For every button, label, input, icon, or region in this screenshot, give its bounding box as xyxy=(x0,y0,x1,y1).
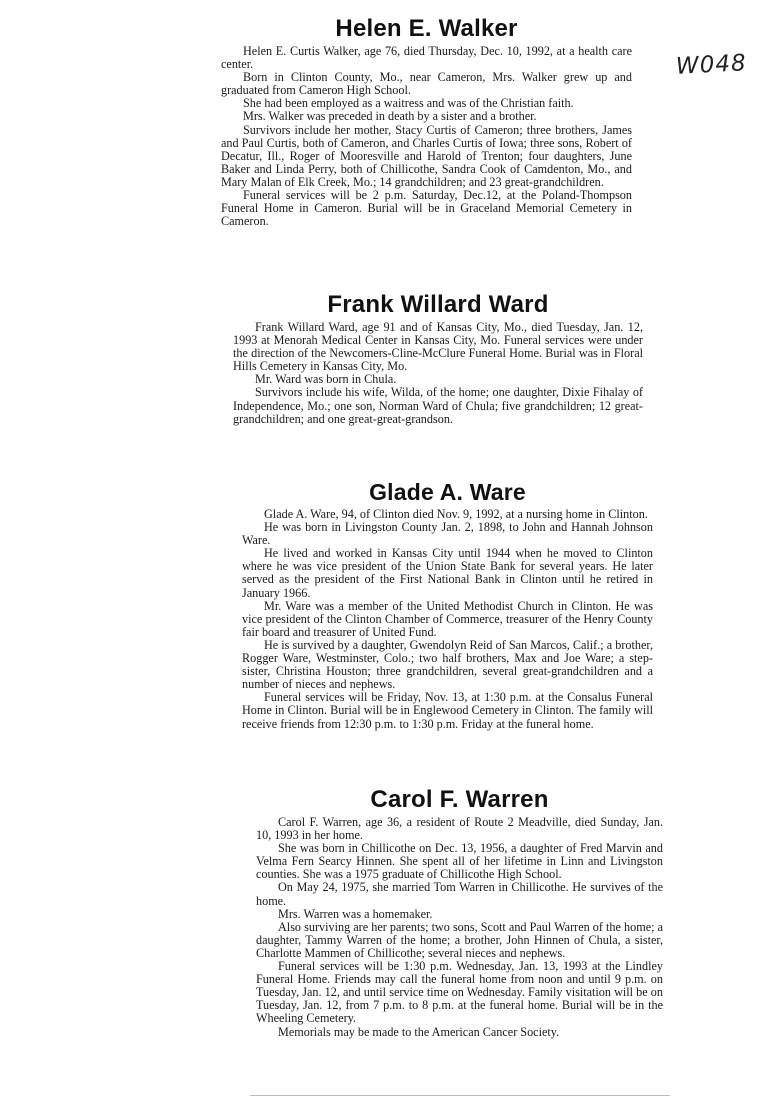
obituary-paragraph: She was born in Chillicothe on Dec. 13, 1956, a daughter of Fred Marvin and Velma Fern Searcy Hinnen. She spent all of her lifetime in Linn and Livingston counties. She was a 1975 graduate of Chillicothe High School. xyxy=(256,841,663,882)
obituary-paragraph: Frank Willard Ward, age 91 and of Kansas City, Mo., died Tuesday, Jan. 12, 1993 at Menorah Medical Center in Kansas City, Mo. Funeral services were under the direction of the Newcomers-Cline-McClure Funeral Home. Burial was in Floral Hills Cemetery in Kansas City, Mo. xyxy=(233,320,643,374)
obituary-helen-walker xyxy=(221,15,632,228)
handwritten-reference-note: W048 xyxy=(675,50,748,80)
obituary-paragraph: She had been employed as a waitress and was of the Christian faith. xyxy=(243,96,574,111)
obituary-paragraph: Carol F. Warren, age 36, a resident of Route 2 Meadville, died Sunday, Jan. 10, 1993 in her home. xyxy=(256,815,663,843)
obituary-paragraph: Also surviving are her parents; two sons, Scott and Paul Warren of the home; a daughter, Tammy Warren of the home; a brother, John Hinnen of Chula, a sister, Charlotte Mammen of Chillicothe; several nieces and nephews. xyxy=(256,919,663,960)
obituary-paragraph: He was born in Livingston County Jan. 2, 1898, to John and Hannah Johnson Ware. xyxy=(242,520,653,548)
obituary-heading: Frank Willard Ward xyxy=(327,291,549,318)
obituary-paragraph: Mr. Ware was a member of the United Methodist Church in Clinton. He was vice president of the Clinton Chamber of Commerce, treasurer of the Henry County fair board and treasurer of United Fund. xyxy=(242,598,653,639)
obituary-heading: Helen E. Walker xyxy=(335,15,518,42)
obituary-paragraph: Funeral services will be 1:30 p.m. Wednesday, Jan. 13, 1993 at the Lindley Funeral Home. Friends may call the funeral home from noon and until 9 p.m. on Tuesday, Jan. 12, and until service time on Wednesday. Family visitation will be on Tuesday, Jan. 12, from 7 p.m. to 8 p.m. at the funeral home. Burial will be in the Wheeling Cemetery. xyxy=(256,959,663,1026)
obituary-paragraph: Glade A. Ware, 94, of Clinton died Nov. 9, 1992, at a nursing home in Clinton. xyxy=(264,507,648,521)
obituary-paragraph: Mrs. Warren was a homemaker. xyxy=(278,906,433,921)
obituary-paragraph: He lived and worked in Kansas City until 1944 when he moved to Clinton where he was vice president of the Union State Bank for several years. He later served as the president of the First National Bank in Clinton until he retired in January 1966. xyxy=(242,546,653,600)
obituary-paragraph: Mrs. Walker was preceded in death by a sister and a brother. xyxy=(243,109,537,124)
obituary-heading: Glade A. Ware xyxy=(369,479,526,505)
obituary-paragraph: Survivors include her mother, Stacy Curtis of Cameron; three brothers, James and Paul Curtis, both of Cameron, and Charles Curtis of Iowa; three sons, Robert of Decatur, Ill., Roger of Mooresville and Harold of Trenton; four daughters, June Baker and Linda Perry, both of Chillicothe, Sandra Cook of Camdenton, Mo., and Mary Malan of Elk Creek, Mo.; 14 grandchildren; and 23 great-grandchildren. xyxy=(221,122,632,189)
obituary-heading: Carol F. Warren xyxy=(370,786,549,813)
obituary-paragraph: On May 24, 1975, she married Tom Warren in Chillicothe. He survives of the home. xyxy=(256,880,663,908)
obituary-glade-ware xyxy=(242,479,653,731)
obituary-paragraph: Survivors include his wife, Wilda, of the home; one daughter, Dixie Fihalay of Independence, Mo.; one son, Norman Ward of Chula; five grandchildren; 12 great-grandchildren; and one great-great-grandson. xyxy=(233,385,643,426)
obituary-paragraph: Born in Clinton County, Mo., near Cameron, Mrs. Walker grew up and graduated from Cameron High School. xyxy=(221,70,632,98)
obituary-carol-warren xyxy=(256,786,663,1039)
obituary-paragraph: Helen E. Curtis Walker, age 76, died Thursday, Dec. 10, 1992, at a health care center. xyxy=(221,44,632,72)
obituary-paragraph: Memorials may be made to the American Cancer Society. xyxy=(278,1024,560,1039)
obituary-paragraph: Funeral services will be Friday, Nov. 13, at 1:30 p.m. at the Consalus Funeral Home in Clinton. Burial will be in Englewood Cemetery in Clinton. The family will receive friends from 12:30 p.m. to 1:30 p.m. Friday at the funeral home. xyxy=(242,690,653,731)
page-bottom-rule xyxy=(250,1095,670,1096)
obituary-paragraph: He is survived by a daughter, Gwendolyn Reid of San Marcos, Calif.; a brother, Rogger Ware, Westminster, Colo.; two half brothers, Max and Joe Ware; a step-sister, Christina Houston; three grandchildren, several great-grandchildren and a number of nieces and nephews. xyxy=(242,637,653,692)
obituary-paragraph: Funeral services will be 2 p.m. Saturday, Dec.12, at the Poland-Thompson Funeral Home in Cameron. Burial will be in Graceland Memorial Cemetery in Cameron. xyxy=(221,188,632,229)
obituary-paragraph: Mr. Ward was born in Chula. xyxy=(255,372,397,387)
obituary-frank-ward xyxy=(233,291,643,426)
